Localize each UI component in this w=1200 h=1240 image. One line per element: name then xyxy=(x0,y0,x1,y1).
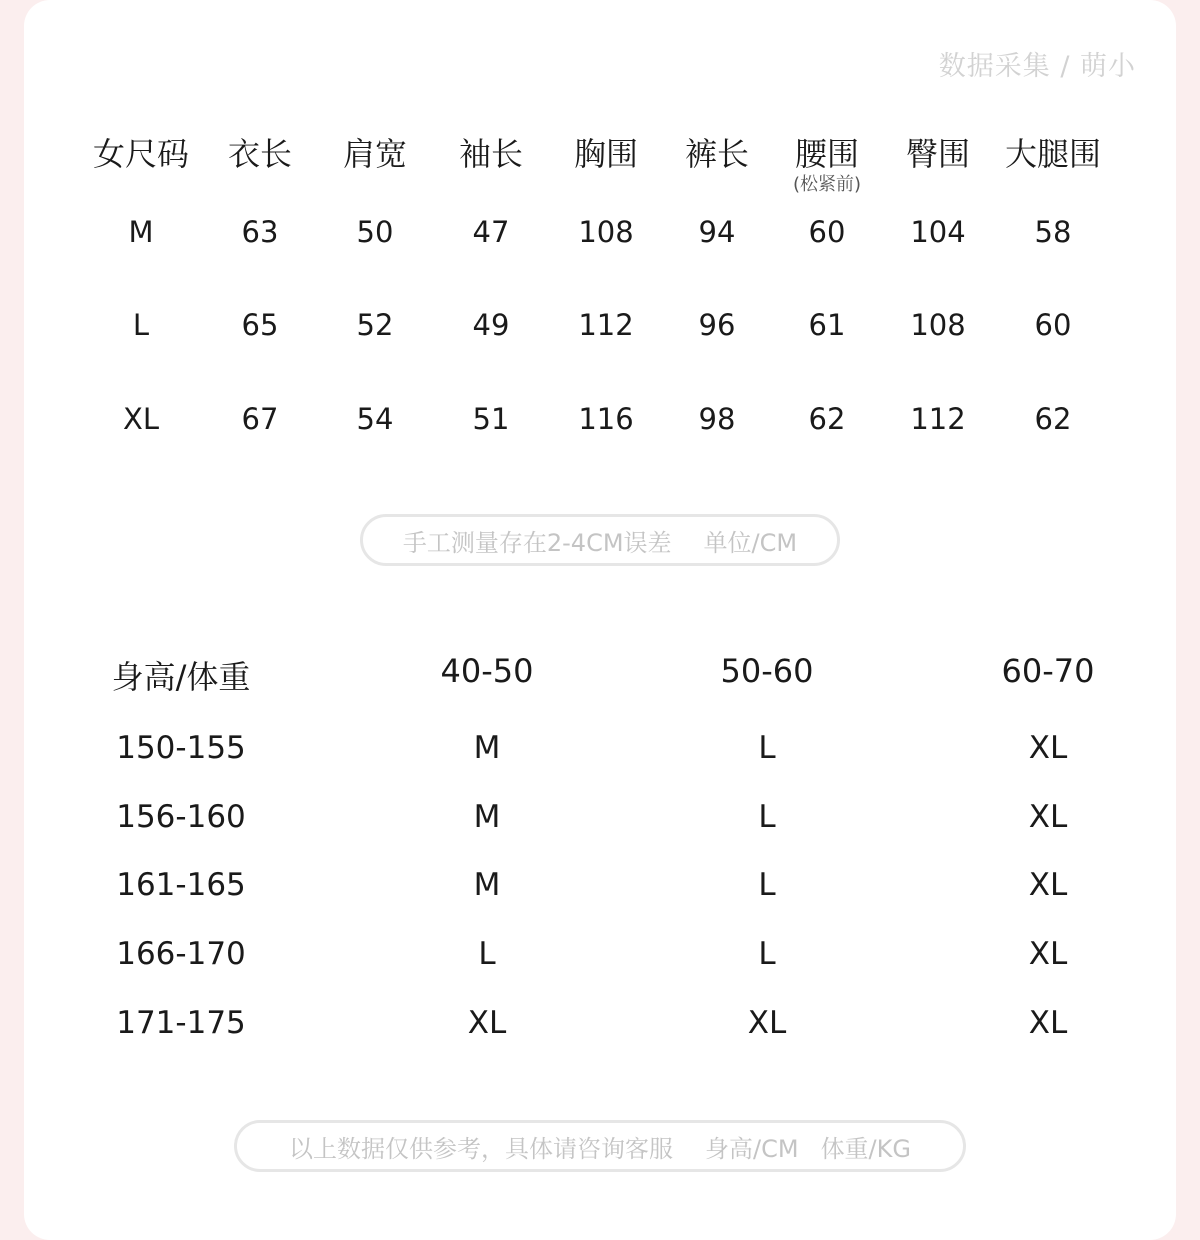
fit-row-size: XL xyxy=(1028,1005,1068,1041)
fit-row-size: L xyxy=(758,936,776,972)
reference-note xyxy=(234,1120,966,1172)
size-row-l-waist: 61 xyxy=(808,308,846,342)
fit-row-size: M xyxy=(473,867,501,903)
fit-row-size: XL xyxy=(467,1005,507,1041)
header-hip: 臀围 xyxy=(905,135,971,173)
fit-row-size: M xyxy=(473,730,501,766)
size-row-l-size: L xyxy=(132,308,150,342)
size-row-m-thigh: 58 xyxy=(1034,215,1072,249)
size-row-xl-hip: 112 xyxy=(910,402,966,436)
fit-header-50-60: 50-60 xyxy=(720,652,814,690)
fit-row-height: 171-175 xyxy=(116,1005,246,1041)
fit-row-size: L xyxy=(478,936,496,972)
fit-row-size: XL xyxy=(1028,936,1068,972)
fit-row-size: L xyxy=(758,867,776,903)
fit-row-size: XL xyxy=(1028,799,1068,835)
fit-row-size: M xyxy=(473,799,501,835)
size-row-xl-sleeve: 51 xyxy=(472,402,510,436)
header-size: 女尺码 xyxy=(92,135,190,173)
header-length: 衣长 xyxy=(227,135,293,173)
fit-row-height: 161-165 xyxy=(116,867,246,903)
fit-header-height-weight: 身高/体重 xyxy=(111,658,251,696)
fit-row-size: L xyxy=(758,730,776,766)
size-row-m-waist: 60 xyxy=(808,215,846,249)
measurement-note-unit: 单位/CM xyxy=(703,528,798,557)
size-row-m-pants-length: 94 xyxy=(698,215,736,249)
size-row-l-shoulder: 52 xyxy=(356,308,394,342)
fit-row-height: 166-170 xyxy=(116,936,246,972)
size-row-xl-size: XL xyxy=(122,402,160,436)
header-pants-length: 裤长 xyxy=(684,135,750,173)
credit-text: 数据采集 / 萌小 xyxy=(938,51,1136,82)
reference-note-height-unit: 身高/CM xyxy=(705,1134,799,1163)
size-row-xl-chest: 116 xyxy=(578,402,634,436)
size-row-l-sleeve: 49 xyxy=(472,308,510,342)
size-row-xl-length: 67 xyxy=(241,402,279,436)
fit-row-height: 156-160 xyxy=(116,799,246,835)
size-row-xl-pants-length: 98 xyxy=(698,402,736,436)
header-shoulder: 肩宽 xyxy=(342,135,408,173)
size-row-xl-thigh: 62 xyxy=(1034,402,1072,436)
measurement-note-text: 手工测量存在2-4CM误差 xyxy=(402,528,672,557)
fit-row-size: XL xyxy=(1028,730,1068,766)
header-sleeve: 袖长 xyxy=(458,135,524,173)
size-row-xl-shoulder: 54 xyxy=(356,402,394,436)
size-row-m-hip: 104 xyxy=(910,215,966,249)
header-chest: 胸围 xyxy=(573,135,639,173)
size-row-m-sleeve: 47 xyxy=(472,215,510,249)
fit-header-40-50: 40-50 xyxy=(440,652,534,690)
header-thigh: 大腿围 xyxy=(1004,135,1102,173)
size-row-xl-waist: 62 xyxy=(808,402,846,436)
size-row-m-shoulder: 50 xyxy=(356,215,394,249)
size-row-l-pants-length: 96 xyxy=(698,308,736,342)
fit-row-size: XL xyxy=(747,1005,787,1041)
size-row-m-length: 63 xyxy=(241,215,279,249)
fit-header-60-70: 60-70 xyxy=(1001,652,1095,690)
size-row-l-hip: 108 xyxy=(910,308,966,342)
size-row-l-chest: 112 xyxy=(578,308,634,342)
reference-note-weight-unit: 体重/KG xyxy=(820,1134,911,1163)
size-chart-card xyxy=(24,0,1176,1240)
reference-note-text: 以上数据仅供参考，具体请咨询客服 xyxy=(289,1134,673,1163)
fit-row-size: XL xyxy=(1028,867,1068,903)
header-waist: 腰围 xyxy=(794,135,860,173)
size-row-l-length: 65 xyxy=(241,308,279,342)
header-waist-note: (松紧前) xyxy=(792,174,862,195)
measurement-note xyxy=(360,514,840,566)
size-row-m-chest: 108 xyxy=(578,215,634,249)
fit-row-size: L xyxy=(758,799,776,835)
fit-row-height: 150-155 xyxy=(116,730,246,766)
size-row-l-thigh: 60 xyxy=(1034,308,1072,342)
size-row-m-size: M xyxy=(128,215,154,249)
